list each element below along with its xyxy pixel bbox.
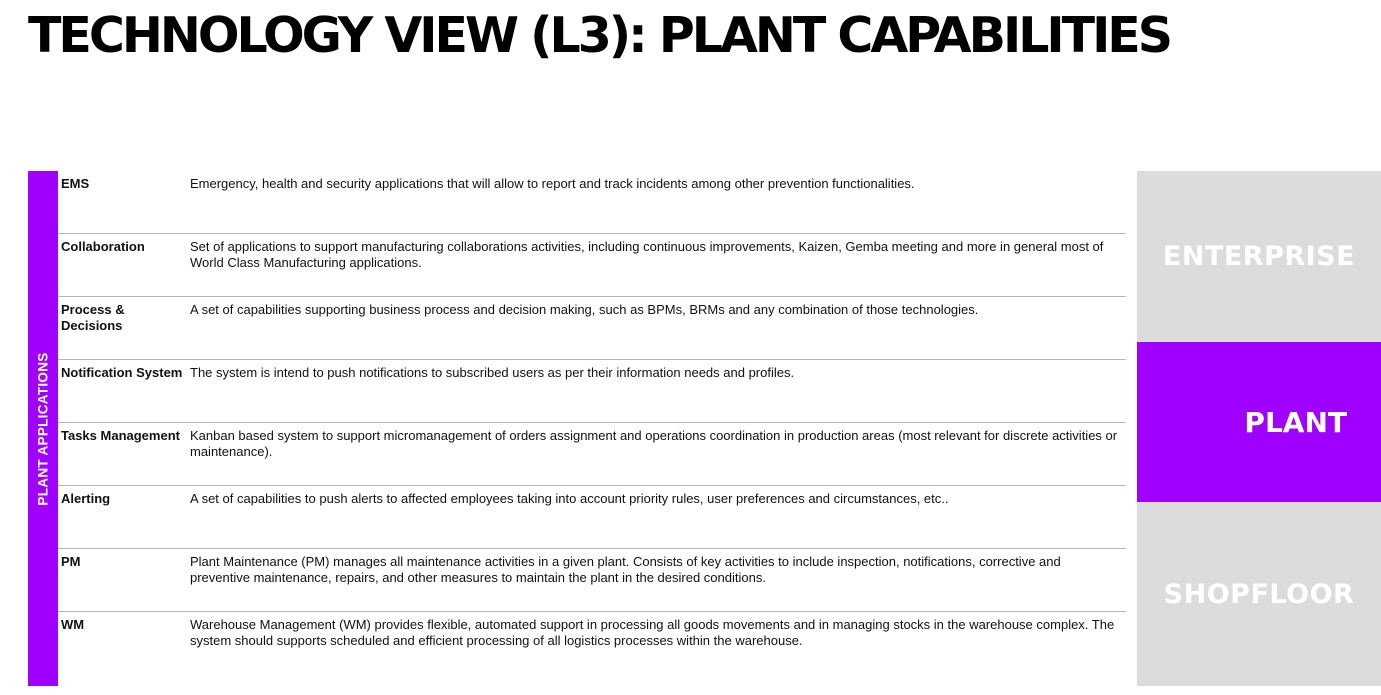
table-row	[58, 486, 1126, 549]
level-enterprise	[1137, 171, 1381, 342]
plant-applications-label: PLANT APPLICATIONS	[35, 351, 51, 506]
table-row	[58, 234, 1126, 297]
capability-description: Emergency, health and security applications that will allow to report and track incidents among other prevention functionalities.	[190, 176, 915, 191]
level-plant	[1137, 342, 1381, 502]
level-shopfloor-label: SHOPFLOOR	[1163, 578, 1355, 610]
table-row	[58, 171, 1126, 234]
capability-description: A set of capabilities supporting business process and decision making, such as BPMs, BRMs and any combination of those technologies.	[190, 302, 979, 317]
capability-description: A set of capabilities to push alerts to affected employees taking into account priority rules, user preferences and circumstances, etc..	[190, 491, 949, 506]
capability-description: Plant Maintenance (PM) manages all maintenance activities in a given plant. Consists of key activities to include inspection, notifications, corrective and preventive maintenance, repairs, and other measures to maintain the plant in the desired conditions.	[190, 554, 1061, 585]
capabilities-table	[58, 171, 1126, 675]
capability-name: Collaboration	[61, 239, 145, 254]
capability-name: Alerting	[61, 491, 111, 506]
table-row	[58, 612, 1126, 675]
plant-applications-bar	[28, 171, 58, 686]
capability-name: Process & Decisions	[61, 302, 125, 333]
capability-description: Warehouse Management (WM) provides flexible, automated support in processing all goods movements and in managing stocks in the warehouse complex. The system should supports scheduled and efficient processing of all logistics processes within the warehouse.	[190, 617, 1115, 648]
capability-name: Notification System	[61, 365, 183, 380]
level-enterprise-label: ENTERPRISE	[1162, 241, 1356, 272]
table-row	[58, 360, 1126, 423]
capability-name: Tasks Management	[61, 428, 180, 443]
capability-name: EMS	[61, 176, 90, 191]
capability-description: Kanban based system to support micromanagement of orders assignment and operations coordination in production areas (most relevant for discrete activities or maintenance).	[190, 428, 1118, 459]
level-plant-label: PLANT	[1244, 405, 1347, 439]
capability-name: PM	[61, 554, 81, 569]
capability-description: Set of applications to support manufacturing collaborations activities, including continuous improvements, Kaizen, Gemba meeting and more in general most of World Class Manufacturing applications.	[190, 239, 1104, 270]
table-row	[58, 549, 1126, 612]
capability-name: WM	[61, 617, 85, 632]
table-row	[58, 297, 1126, 360]
page-title: TECHNOLOGY VIEW (L3): PLANT CAPABILITIES	[28, 7, 1171, 64]
table-row	[58, 423, 1126, 486]
level-shopfloor	[1137, 502, 1381, 686]
capability-description: The system is intend to push notifications to subscribed users as per their information needs and profiles.	[190, 365, 795, 380]
